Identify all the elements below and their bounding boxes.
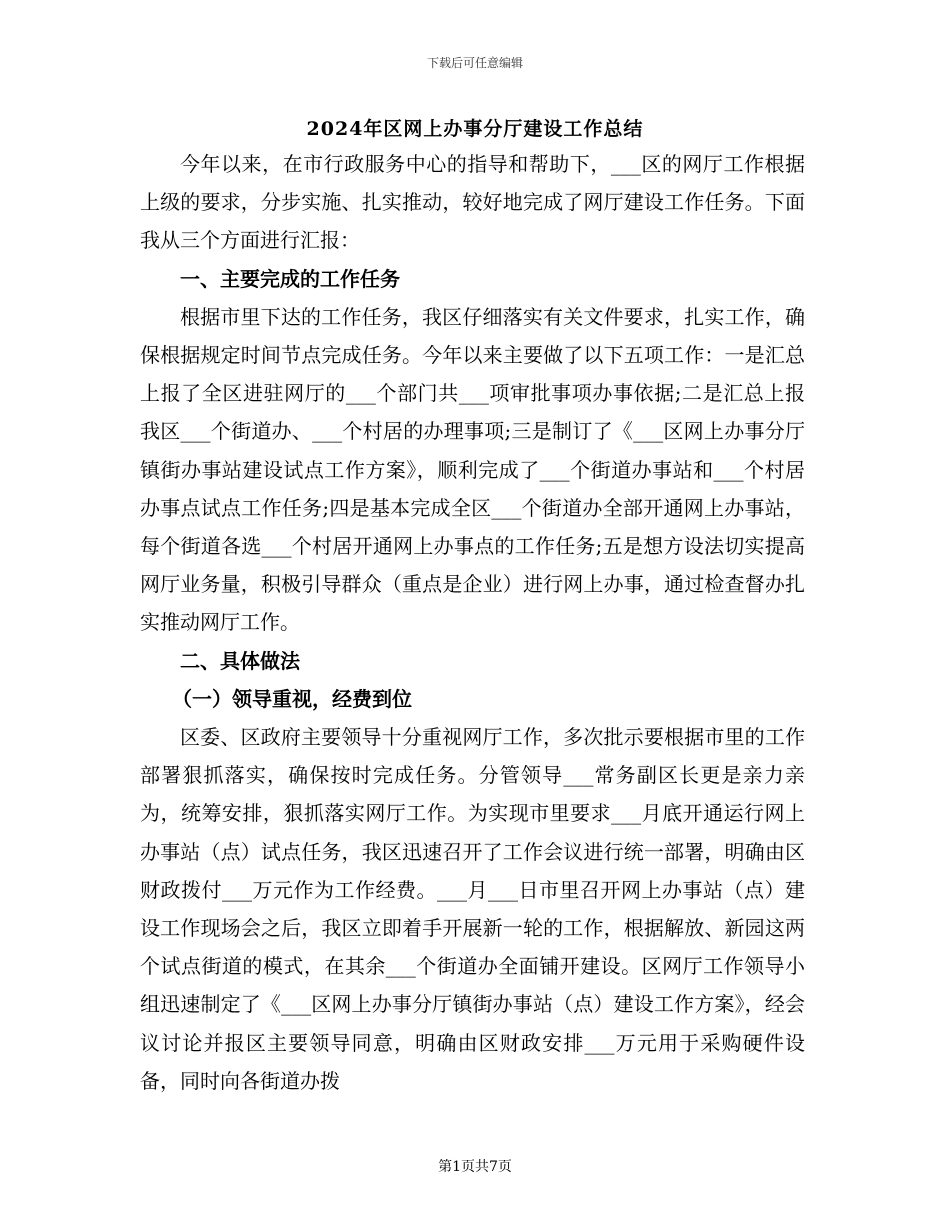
subsection-heading-1: （一）领导重视，经费到位 (172, 686, 412, 711)
subsection-1-paragraph: 区委、区政府主要领导十分重视网厅工作，多次批示要根据市里的工作部署狠抓落实，确保按时完成任务。分管领导___常务副区长更是亲力亲为，统筹安排，狠抓落实网厅工作。为实现市里要求___月底开通运行网上办事站（点）试点任务，我区迅速召开了工作会议进行统一部署，明确由区财政拨付___万元作为工作经费。___月___日市里召开网上办事站（点）建设工作现场会之后，我区立即着手开展新一轮的工作，根据解放、新园这两个试点街道的模式，在其余___个街道办全面铺开建设。区网厅工作领导小组迅速制定了《___区网上办事分厅镇街办事站（点）建设工作方案》，经会议讨论并报区主要领导同意，明确由区财政安排___万元用于采购硬件设备，同时向各街道办拨 (140, 725, 805, 1093)
document-title: 2024年区网上办事分厅建设工作总结 (306, 118, 644, 140)
section-1-paragraph: 根据市里下达的工作任务，我区仔细落实有关文件要求，扎实工作，确保根据规定时间节点完成任务。今年以来主要做了以下五项工作：一是汇总上报了全区进驻网厅的___个部门共___项审批事项办事依据;二是汇总上报我区___个街道办、___个村居的办理事项;三是制订了《___区网上办事分厅镇街办事站建设试点工作方案》，顺利完成了___个街道办事站和___个村居办事点试点工作任务;四是基本完成全区___个街道办全部开通网上办事站，每个街道各选___个村居开通网上办事点的工作任务;五是想方设法切实提高网厅业务量，积极引导群众（重点是企业）进行网上办事，通过检查督办扎实推动网厅工作。 (140, 304, 805, 635)
intro-paragraph: 今年以来，在市行政服务中心的指导和帮助下，___区的网厅工作根据上级的要求，分步实施、扎实推动，较好地完成了网厅建设工作任务。下面我从三个方面进行汇报： (140, 152, 805, 253)
section-heading-1: 一、主要完成的工作任务 (180, 266, 400, 291)
document-body (140, 145, 805, 1100)
page-number: 第1页共7页 (438, 1159, 512, 1175)
page-header-note: 下载后可任意编辑 (426, 56, 523, 70)
section-heading-2: 二、具体做法 (180, 648, 300, 673)
